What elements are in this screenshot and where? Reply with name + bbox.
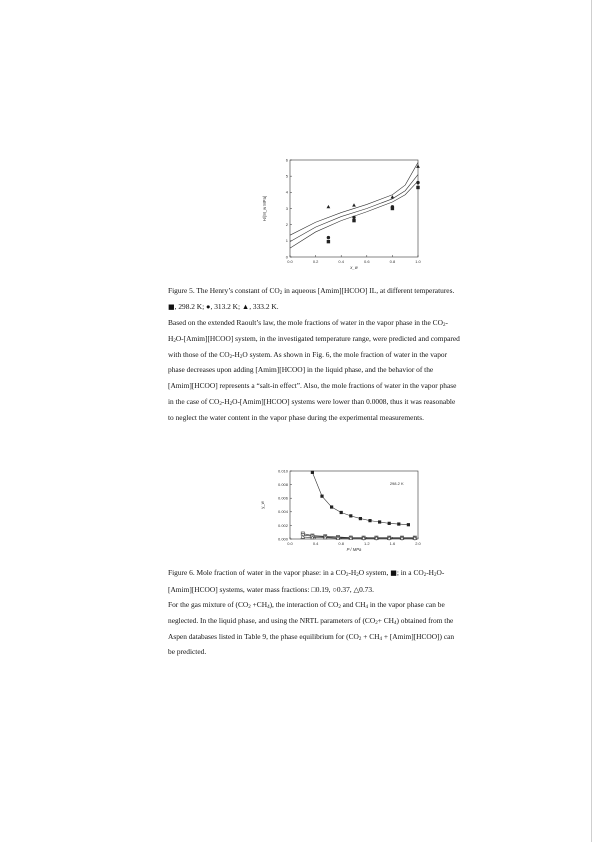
data-point xyxy=(352,216,355,219)
data-point xyxy=(327,205,331,208)
data-point xyxy=(407,523,410,526)
x-tick-label: 0.4 xyxy=(338,259,344,264)
figure-5-chart xyxy=(252,150,442,275)
chart-annotation: 298.2 K xyxy=(389,481,404,486)
y-tick-label: 3 xyxy=(285,205,288,211)
data-point xyxy=(388,522,391,525)
data-point xyxy=(330,505,333,508)
y-tick-label: 0.008 xyxy=(277,482,288,487)
y-tick-label: 2 xyxy=(285,222,288,228)
data-point xyxy=(327,240,330,243)
figure-6-caption: Figure 6. Mole fraction of water in the vapor phase: in a $CO_2-H_2O$ system, ■; in a $CO_2-H_2O-$ [Amim][HCOO] systems, water mass fractions: □0.19, ○0.37, △0.73. xyxy=(168,568,445,594)
x-axis-label: x_w xyxy=(350,265,358,270)
series-filled-square xyxy=(311,471,410,527)
data-point xyxy=(311,471,314,474)
y-tick-label: 4 xyxy=(285,189,288,195)
filled-square-symbol: ■ xyxy=(390,569,397,577)
data-point xyxy=(368,519,371,522)
legend-square-symbol: ■ xyxy=(168,302,175,311)
page-edge-shadow xyxy=(591,0,592,842)
data-point xyxy=(397,522,400,525)
series-square xyxy=(290,181,420,248)
y-tick-label: 0.000 xyxy=(277,536,288,542)
data-point xyxy=(416,181,419,184)
paragraph-1: Based on the extended Raoult’s law, the mole fractions of water in the vapor phase in the $CO_2-$ $H_2O-[Amim][HCOO]$ system, in the investigated temperature range, were predicted and compared with those of the $CO_2-H_2O$ system. As shown in Fig. 6, the mole fraction of water in the vapor phase decreases upon adding [Amim][HCOO] in the liquid phase, and the behavior of the [Amim][HCOO] represents a “salt-in effect”. Also, the mole fractions of water in the vapor phase in the case of $CO_2-H_2O-[Amim][HCOO]$ systems were lower than 0.0008, thus it was reasonable to neglect the water content in the vapor phase during the experimental measurements. xyxy=(168,318,460,422)
y-axis-label: H/(M_w MPa) xyxy=(262,195,267,222)
data-point xyxy=(340,511,343,514)
data-point xyxy=(352,219,355,222)
y-tick-label: 0 xyxy=(285,254,288,260)
y-tick-label: 0.002 xyxy=(277,522,288,528)
data-point xyxy=(327,236,330,239)
figure-5 xyxy=(252,150,442,275)
series-triangle xyxy=(290,162,420,235)
y-tick-label: 6 xyxy=(285,157,288,163)
x-tick-label: 0.8 xyxy=(389,259,396,264)
x-tick-label: 0.6 xyxy=(364,259,370,264)
data-point xyxy=(359,517,362,520)
x-tick-label: 1.2 xyxy=(364,541,370,546)
figure-5-caption-text: Figure 5. The Henry’s constant of CO xyxy=(168,286,280,295)
data-point xyxy=(391,195,395,198)
figure-5-caption: Figure 5. The Henry’s constant of $CO_2$ in aqueous [Amim][HCOO] IL, at different temperatures. ■, 298.2 K; ●, 313.2 K; ▲, 333.2 K. xyxy=(168,286,455,311)
figure-6 xyxy=(252,463,442,558)
x-tick-label: 0.8 xyxy=(338,541,344,546)
y-tick-label: 0.010 xyxy=(277,468,288,474)
x-tick-label: 0.2 xyxy=(312,259,319,264)
series-line xyxy=(303,534,415,538)
x-tick-label: 2.0 xyxy=(415,541,421,546)
series-line xyxy=(290,175,418,242)
y-tick-label: 0.004 xyxy=(277,509,288,515)
x-axis-label: P / MPa xyxy=(346,547,362,552)
data-point xyxy=(352,203,356,206)
series-line xyxy=(290,162,418,235)
paragraph-2: For the gas mixture of $(CO_2 +CH_4)$, the interaction of $CO_2$ and $CH_4$ in the vapor phase can be neglected. In the liquid phase, and using the NRTL parameters of $(CO_2+ CH_4)$ obtained from the Aspen databases listed in Table 9, the phase equilibrium for ($CO_2 + CH_4$ + [Amim][HCOO]) can be predicted. xyxy=(168,600,455,657)
y-axis-label: y_w xyxy=(260,501,265,509)
y-tick-label: 1 xyxy=(285,238,288,244)
figure-6-chart xyxy=(252,463,442,558)
y-tick-label: 5 xyxy=(285,173,288,179)
data-point xyxy=(391,205,394,208)
x-tick-label: 0.4 xyxy=(312,541,319,546)
x-tick-label: 0.0 xyxy=(287,259,293,264)
data-point xyxy=(320,495,323,498)
x-tick-label: 1.0 xyxy=(415,259,421,264)
x-tick-label: 0.0 xyxy=(287,541,293,546)
series-line xyxy=(290,181,418,248)
data-point xyxy=(416,186,419,189)
x-tick-label: 1.6 xyxy=(389,541,396,546)
data-point xyxy=(378,520,381,523)
y-tick-label: 0.006 xyxy=(277,495,288,501)
data-point xyxy=(349,514,352,517)
